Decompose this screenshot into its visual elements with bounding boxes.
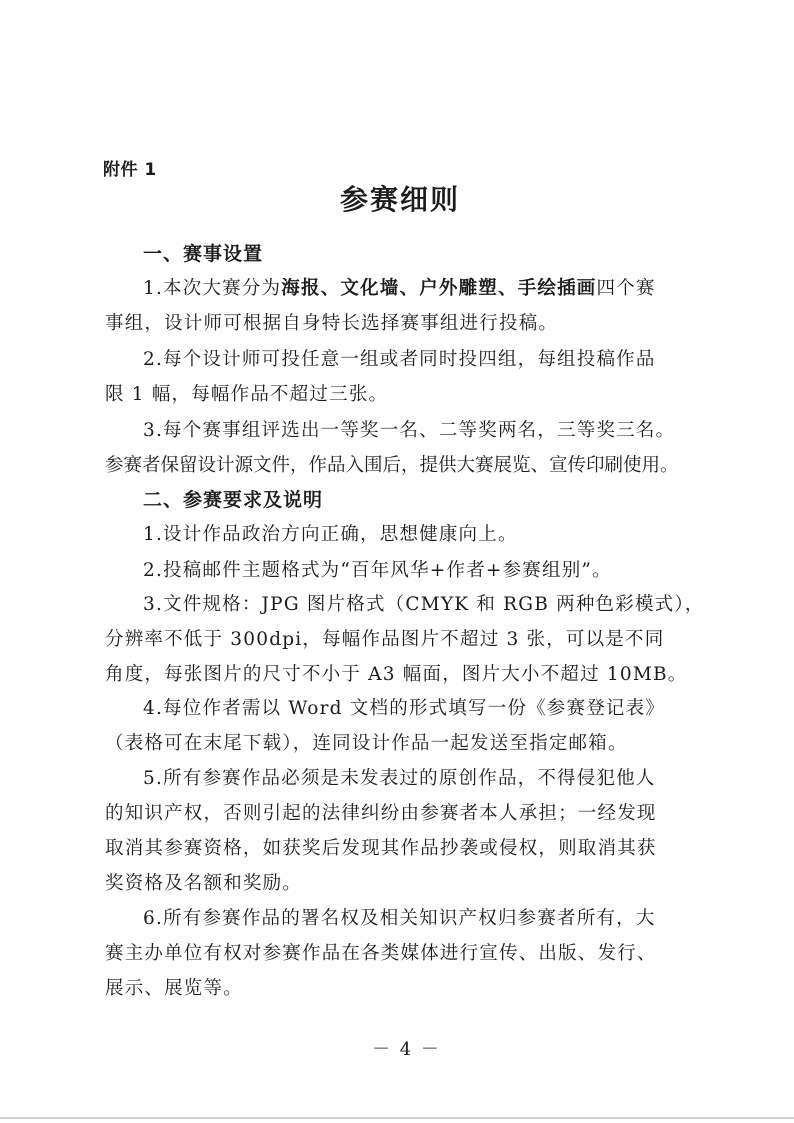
section2-heading: 二、参赛要求及说明 <box>143 489 324 511</box>
item1-text-b: 四个赛 <box>596 278 656 299</box>
section1-item1-line2: 事组，设计师可根据自身特长选择赛事组进行投稿。 <box>105 313 559 334</box>
section2-item6-line1: 6.所有参赛作品的署名权及相关知识产权归参赛者所有，大 <box>143 908 656 929</box>
section2-item5-line1: 5.所有参赛作品必须是未发表过的原创作品，不得侵犯他人 <box>143 768 656 789</box>
section2-item6-line2: 赛主办单位有权对参赛作品在各类媒体进行宣传、出版、发行、 <box>105 943 657 964</box>
page-number: － 4 － <box>372 1039 441 1060</box>
category-hand-drawn-illustration: 手绘插画 <box>517 278 597 299</box>
section2-item3-line3: 角度，每张图片的尺寸不小于 A3 幅面，图片大小不超过 10MB。 <box>105 664 688 685</box>
scan-edge-line <box>0 1117 794 1119</box>
page-title: 参赛细则 <box>340 183 461 216</box>
category-poster: 海报 <box>281 278 321 299</box>
section2-item5-line4: 奖资格及名额和奖励。 <box>105 873 303 894</box>
section2-item1: 1.设计作品政治方向正确，思想健康向上。 <box>143 524 518 545</box>
section2-item3-line2: 分辨率不低于 300dpi，每幅作品图片不超过 3 张，可以是不同 <box>105 629 665 650</box>
section2-item4-line2: （表格可在末尾下载），连同设计作品一起发送至指定邮箱。 <box>105 733 628 754</box>
category-culture-wall: 文化墙 <box>340 278 400 299</box>
section1-item1-line1 <box>143 274 656 300</box>
section2-item2: 2.投稿邮件主题格式为“百年风华+作者+参赛组别”。 <box>143 560 612 581</box>
section1-item2-line2: 限 1 幅，每幅作品不超过三张。 <box>105 384 389 405</box>
section2-item5-line3: 取消其参赛资格，如获奖后发现其作品抄袭或侵权，则取消其获 <box>105 838 657 859</box>
section1-item3-line2: 参赛者保留设计源文件，作品入围后，提供大赛展览、宣传印刷使用。 <box>105 455 679 476</box>
section2-item3-line1: 3.文件规格：JPG 图片格式（CMYK 和 RGB 两种色彩模式）， <box>143 594 705 615</box>
section1-heading: 一、赛事设置 <box>143 243 264 265</box>
section2-item6-line3: 展示、展览等。 <box>105 978 243 999</box>
attachment-label: 附件 1 <box>103 160 157 180</box>
category-outdoor-sculpture: 户外雕塑 <box>419 278 498 299</box>
item1-text-a: 1.本次大赛分为 <box>143 278 282 299</box>
section2-item5-line2: 的知识产权，否则引起的法律纠纷由参赛者本人承担；一经发现 <box>105 803 657 824</box>
section2-item4-line1: 4.每位作者需以 Word 文档的形式填写一份《参赛登记表》 <box>143 698 665 719</box>
section1-item2-line1: 2.每个设计师可投任意一组或者同时投四组，每组投稿作品 <box>143 349 656 370</box>
category-separator: 、 <box>399 278 420 299</box>
category-separator: 、 <box>320 278 341 299</box>
category-separator: 、 <box>498 278 518 299</box>
section1-item3-line1: 3.每个赛事组评选出一等奖一名、二等奖两名，三等奖三名。 <box>143 420 676 441</box>
